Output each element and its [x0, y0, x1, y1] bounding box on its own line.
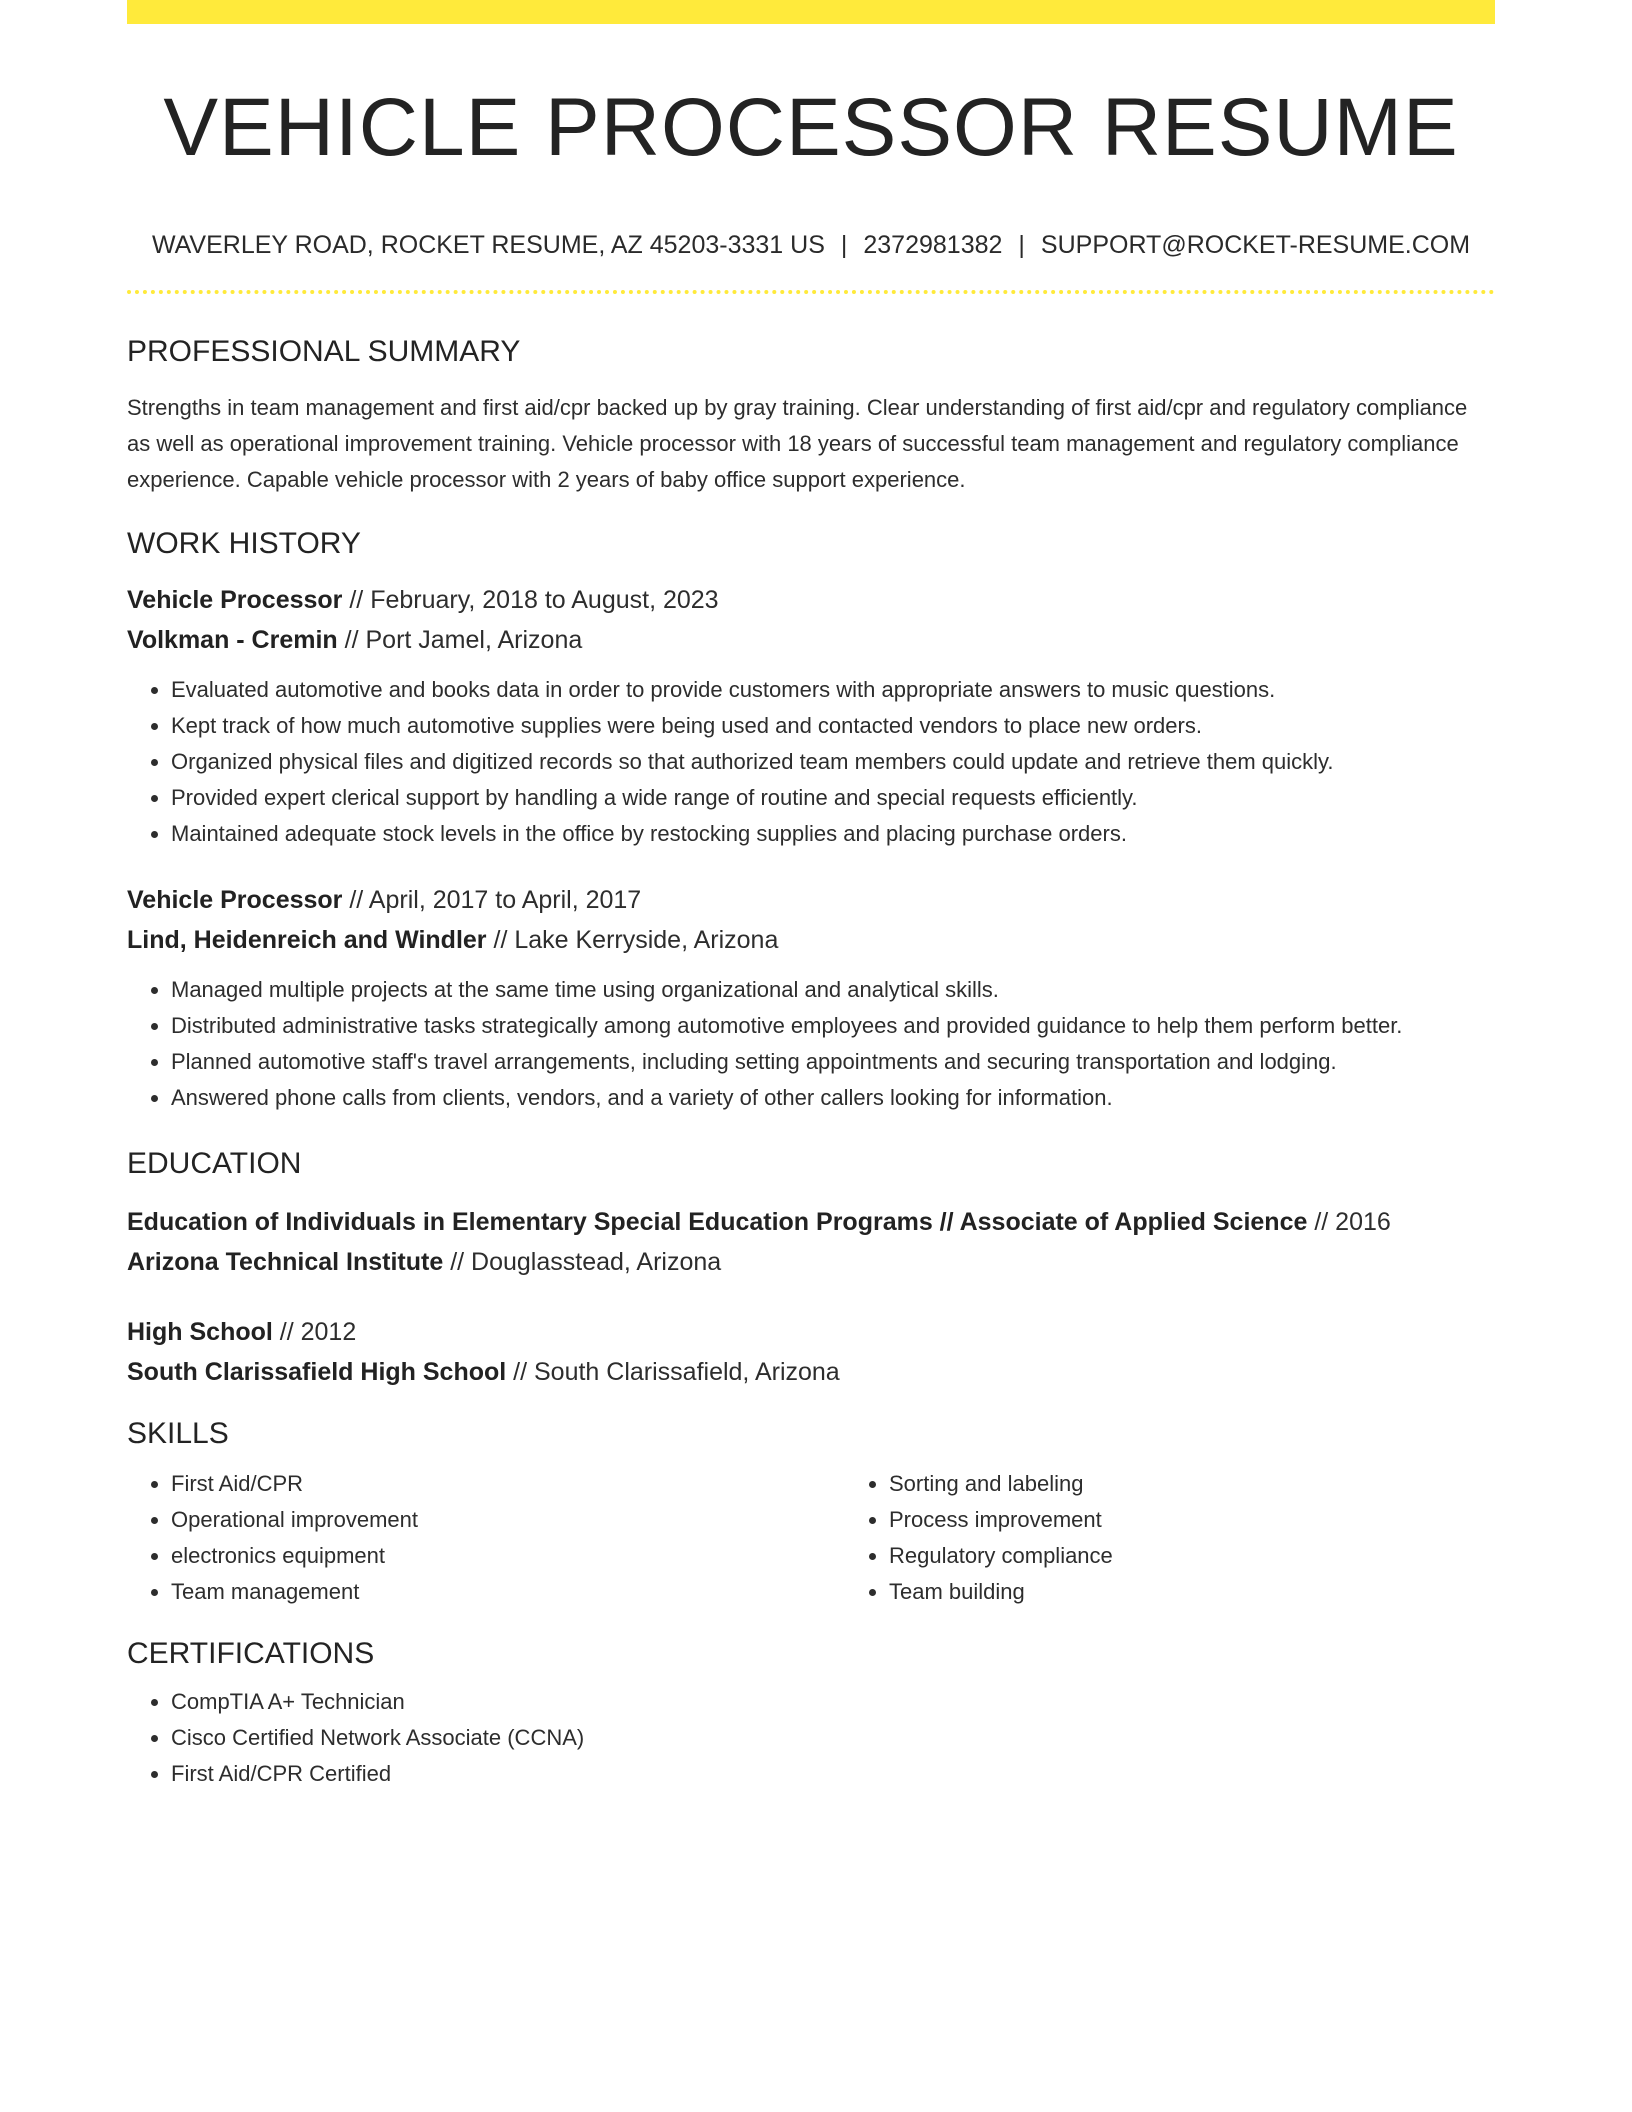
- resume-title: VEHICLE PROCESSOR RESUME: [163, 82, 1459, 173]
- job-entry: [127, 580, 1495, 852]
- contact-separator: |: [840, 231, 848, 259]
- job-bullet: • Answered phone calls from clients, vendors, and a variety of other callers looking for information.: [171, 1080, 1495, 1116]
- job-bullet: • Kept track of how much automotive supplies were being used and contacted vendors to place new orders.: [171, 708, 1495, 744]
- job-position: Vehicle Processor: [127, 586, 343, 614]
- section-title-skills: SKILLS: [127, 1417, 229, 1450]
- dotted-divider: [127, 290, 1495, 294]
- education-entry: [127, 1202, 1495, 1282]
- contact-address: WAVERLEY ROAD, ROCKET RESUME, AZ 45203-3331 US: [151, 231, 825, 259]
- job-title-line: [127, 880, 1495, 920]
- job-bullet: • Evaluated automotive and books data in order to provide customers with appropriate answers to music questions.: [171, 672, 1495, 708]
- job-company: Volkman - Cremin: [127, 626, 338, 654]
- job-location: // Lake Kerryside, Arizona: [486, 926, 779, 954]
- job-dates: // April, 2017 to April, 2017: [342, 886, 642, 914]
- skill-item: • Sorting and labeling: [889, 1466, 1489, 1502]
- job-bullet: • Provided expert clerical support by handling a wide range of routine and special requests efficiently.: [171, 780, 1495, 816]
- contact-phone: 2372981382: [863, 231, 1003, 259]
- job-company: Lind, Heidenreich and Windler: [127, 926, 487, 954]
- education-degree: Education of Individuals in Elementary Special Education Programs // Associate of Applied Science: [127, 1208, 1308, 1236]
- contact-email: SUPPORT@ROCKET-RESUME.COM: [1040, 231, 1471, 259]
- job-bullet: • Managed multiple projects at the same time using organizational and analytical skills.: [171, 972, 1495, 1008]
- skills-list-right: [845, 1466, 1489, 1610]
- job-bullet: • Planned automotive staff's travel arrangements, including setting appointments and securing transportation and lodging.: [171, 1044, 1495, 1080]
- section-title-education: EDUCATION: [127, 1147, 302, 1180]
- summary-text: Strengths in team management and first aid/cpr backed up by gray training. Clear understanding of first aid/cpr and regulatory compliance as well as operational improvement training. Vehicle processor with 18 years of successful team management and regulatory compliance experience. Capable vehicle processor with 2 years of baby office support experience.: [127, 395, 1468, 492]
- section-title-certifications: CERTIFICATIONS: [127, 1637, 375, 1670]
- education-school: Arizona Technical Institute: [127, 1248, 444, 1276]
- section-title-work-history: WORK HISTORY: [127, 527, 361, 560]
- education-school: South Clarissafield High School: [127, 1358, 507, 1386]
- skills-columns: [127, 1466, 1495, 1610]
- skill-item: • Regulatory compliance: [889, 1538, 1489, 1574]
- skill-item: • Operational improvement: [171, 1502, 801, 1538]
- skill-item: • Team building: [889, 1574, 1489, 1610]
- job-position: Vehicle Processor: [127, 886, 343, 914]
- certification-item: • CompTIA A+ Technician: [171, 1684, 1495, 1720]
- education-location: // South Clarissafield, Arizona: [506, 1358, 840, 1386]
- job-company-line: [127, 620, 1495, 660]
- job-entry: [127, 880, 1495, 1116]
- job-bullet: • Organized physical files and digitized records so that authorized team members could update and retrieve them quickly.: [171, 744, 1495, 780]
- skill-item: • First Aid/CPR: [171, 1466, 801, 1502]
- education-location: // Douglasstead, Arizona: [443, 1248, 722, 1276]
- job-company-line: [127, 920, 1495, 960]
- education-degree-line: [127, 1202, 1495, 1242]
- skill-item: • Process improvement: [889, 1502, 1489, 1538]
- job-bullets: [127, 672, 1495, 852]
- skill-item: • electronics equipment: [171, 1538, 801, 1574]
- certification-item: • First Aid/CPR Certified: [171, 1756, 1495, 1792]
- job-bullets: [127, 972, 1495, 1116]
- education-school-line: [127, 1352, 1495, 1392]
- job-dates: // February, 2018 to August, 2023: [342, 586, 719, 614]
- job-bullet: • Maintained adequate stock levels in the office by restocking supplies and placing purchase orders.: [171, 816, 1495, 852]
- education-entry: [127, 1312, 1495, 1392]
- education-degree-line: [127, 1312, 1495, 1352]
- education-school-line: [127, 1242, 1495, 1282]
- certification-item: • Cisco Certified Network Associate (CCNA): [171, 1720, 1495, 1756]
- skill-item: • Team management: [171, 1574, 801, 1610]
- education-year: // 2016: [1307, 1208, 1391, 1236]
- education-year: // 2012: [272, 1318, 357, 1346]
- education-degree: High School: [127, 1318, 273, 1346]
- job-location: // Port Jamel, Arizona: [337, 626, 583, 654]
- contact-separator: |: [1018, 231, 1025, 259]
- section-title-summary: PROFESSIONAL SUMMARY: [127, 335, 521, 368]
- contact-line: [127, 230, 1495, 260]
- job-bullet: • Distributed administrative tasks strategically among automotive employees and provided guidance to help them perform better.: [171, 1008, 1495, 1044]
- skills-list-left: [127, 1466, 801, 1610]
- resume-content: [127, 0, 1495, 1792]
- job-title-line: [127, 580, 1495, 620]
- certifications-list: [127, 1684, 1495, 1792]
